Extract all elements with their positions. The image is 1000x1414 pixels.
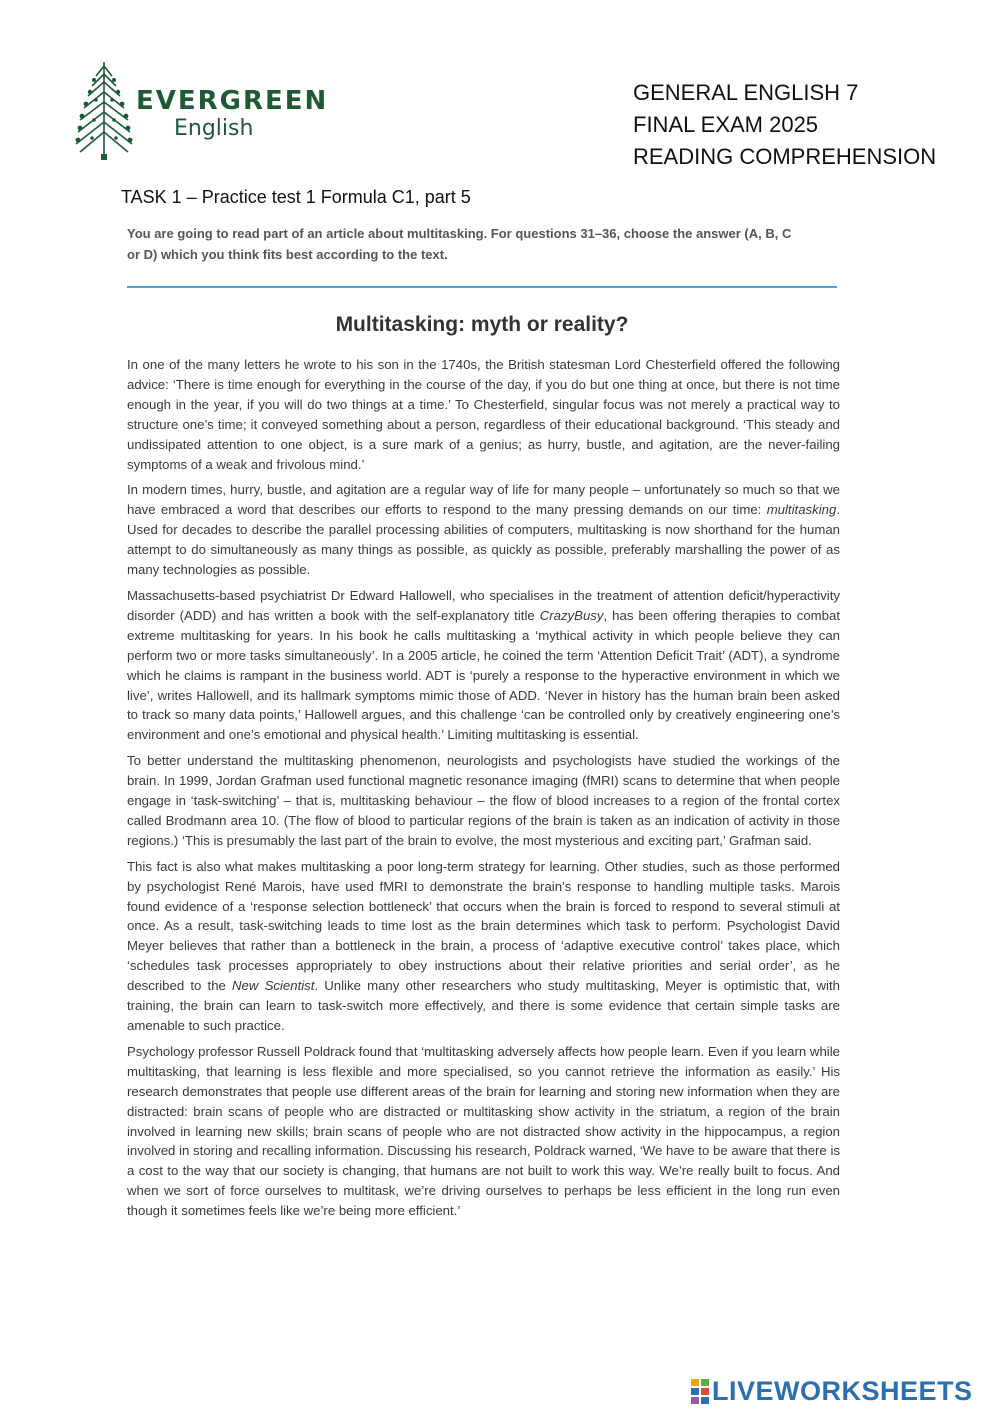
task-title: TASK 1 – Practice test 1 Formula C1, part 5 [121, 187, 471, 207]
paragraph-3 [127, 586, 840, 745]
liveworksheets-watermark[interactable] [690, 1374, 973, 1408]
task-instructions: You are going to read part of an article about multitasking. For questions 31–36, choose the answer (A, B, C or D) which you think fits best according to the text. [127, 226, 792, 262]
paragraph-5 [127, 857, 840, 1036]
paragraph-3-text-b: , has been offering therapies to combat extreme multitasking for years. In his book he calls multitasking a ‘mythical activity in which people believe they can perform two or more tasks simultaneously’. In a 2005 article, he coined the term ‘Attention Deficit Trait’ (ADT), a syndrome which he claims is rampant in the business world. ADT is ‘purely a response to the hyperactive environment in which we live’, writes Hallowell, and its hallmark symptoms mimic those of ADD. ‘Never in history has the human brain been asked to track so many data points,’ Hallowell argues, and this challenge ‘can be controlled only by creatively engineering one’s environment and one’s emotional and physical health.’ Limiting multitasking is essential. [127, 607, 840, 743]
divider [127, 286, 837, 288]
paragraph-2 [127, 480, 840, 580]
paragraph-2-emphasis: multitasking [766, 502, 837, 518]
evergreen-logo [72, 58, 332, 162]
exam-title-line1: GENERAL ENGLISH 7 [633, 80, 859, 105]
paragraph-2-text-a: In modern times, hurry, bustle, and agitation are a regular way of life for many people – unfortunately so much so that we have embraced a word that describes our efforts to respond to the many pressing demands on our time: [127, 482, 840, 518]
paragraph-1: In one of the many letters he wrote to his son in the 1740s, the British statesman Lord Chesterfield offered the following advice: ‘There is time enough for everything in the course of the day, if you do but one thing at once, but there is not time enough in the year, if you will do two things at a time.’ To Chesterfield, singular focus was not merely a practical way to structure one’s time; it conveyed something about a person, regardless of their educational background. ‘This steady and undissipated attention to one object, is a sure mark of a genius; as hurry, bustle, and agitation, are the never-failing symptoms of a weak and frivolous mind.’ [127, 357, 840, 472]
paragraph-4: To better understand the multitasking phenomenon, neurologists and psychologists have studied the workings of the brain. In 1999, Jordan Grafman used functional magnetic resonance imaging (fMRI) scans to determine that when people engage in ‘task-switching’ – that is, multitasking behaviour – the flow of blood increases to a region of the frontal cortex called Brodmann area 10. (The flow of blood to particular regions of the brain is taken as an indication of activity in those regions.) ‘This is presumably the last part of the brain to evolve, the most mysterious and exciting part,’ Grafman said. [127, 753, 840, 848]
brand-subtitle: English [174, 116, 254, 141]
evergreen-tree-icon [72, 58, 136, 162]
article-title: Multitasking: myth or reality? [335, 313, 629, 336]
liveworksheets-text: LIVEWORKSHEETS [712, 1375, 973, 1406]
exam-title-line3: READING COMPREHENSION [633, 144, 937, 169]
liveworksheets-logo-icon [690, 1377, 710, 1405]
paragraph-3-emphasis: CrazyBusy [539, 607, 604, 623]
paragraph-6: Psychology professor Russell Poldrack found that ‘multitasking adversely affects how people learn. Even if you learn while multitasking, that learning is less flexible and more specialised, so you cannot retrieve the information as easily.’ His research demonstrates that people use different areas of the brain for learning and storing new information when they are distracted: brain scans of people who are distracted or multitasking show activity in the striatum, a region of the brain involved in learning new skills; brain scans of people who are not distracted show activity in the hippocampus, a region involved in storing and recalling information. Discussing his research, Poldrack warned, ‘We have to be aware that there is a cost to the way that our society is changing, that humans are not built to work this way. We’re really built to focus. And when we sort of force ourselves to multitask, we’re driving ourselves to perhaps be less efficient in the long run even though it sometimes feels like we’re being more efficient.’ [127, 1043, 840, 1219]
exam-title-line2: FINAL EXAM 2025 [633, 112, 819, 137]
paragraph-5-text-b: . Unlike many other researchers who study multitasking, Meyer is optimistic that, with training, the brain can learn to task-switch more effectively, and there is some evidence that certain simple tasks are amenable to such practice. [127, 978, 840, 1033]
paragraph-5-text-a: This fact is also what makes multitasking a poor long-term strategy for learning. Other studies, such as those performed by psychologist René Marois, have used fMRI to demonstrate the brain’s response to handling multiple tasks. Marois found evidence of a ‘response selection bottleneck’ that occurs when the brain is forced to respond to several stimuli at once. As a result, task-switching leads to time lost as the brain determines which task to perform. Psychologist David Meyer believes that rather than a bottleneck in the brain, a process of ‘adaptive executive control’ takes place, which ‘schedules task processes appropriately to obey instructions about their relative priorities and serial order’, as he described to the [127, 858, 840, 994]
paragraph-3-text-a: Massachusetts-based psychiatrist Dr Edward Hallowell, who specialises in the treatment of attention deficit/hyperactivity disorder (ADD) and has written a book with the self-explanatory title [127, 587, 840, 623]
article-body [127, 355, 840, 1227]
exam-title [633, 77, 936, 173]
paragraph-5-emphasis: New Scientist [232, 978, 315, 994]
paragraph-2-text-b: . Used for decades to describe the parallel processing abilities of computers, multitasking is now shorthand for the human attempt to do simultaneously as many things as possible, as quickly as possible, preferably marshalling the power of as many technologies as possible. [127, 502, 840, 578]
brand-name: EVERGREEN [136, 86, 329, 116]
